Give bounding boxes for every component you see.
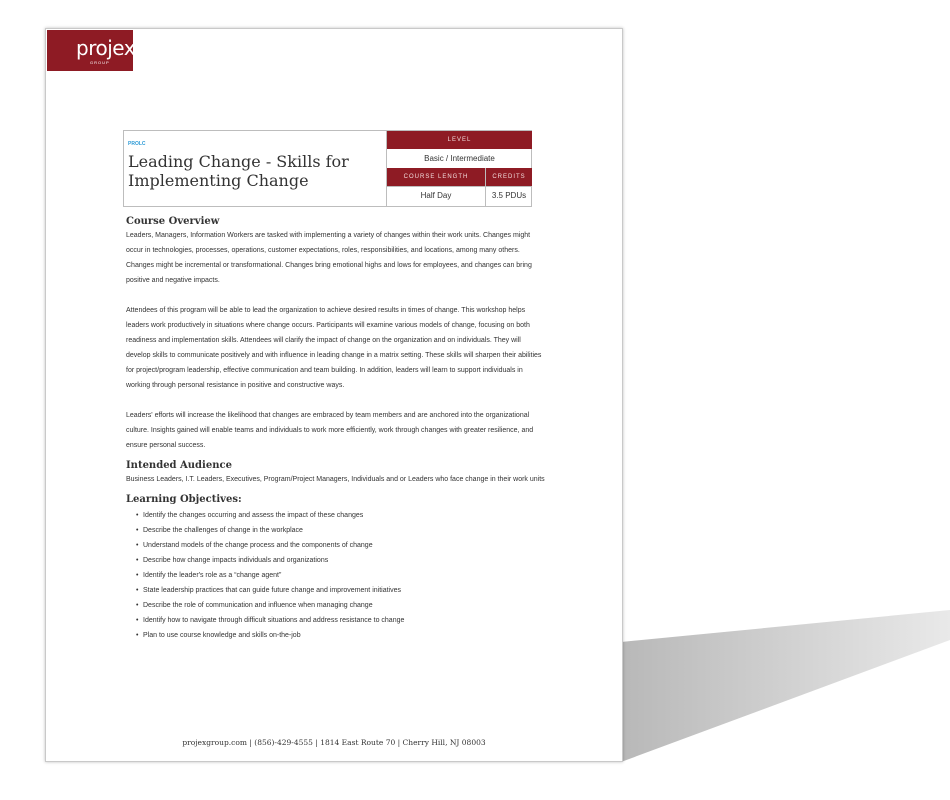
overview-heading: Course Overview xyxy=(126,216,220,227)
row-divider xyxy=(387,186,532,187)
objective-item: • Identify how to navigate through difficult situations and address resistance to change xyxy=(136,613,546,628)
course-content xyxy=(126,215,546,643)
level-label: LEVEL xyxy=(387,131,532,149)
course-header-box xyxy=(123,130,532,207)
level-value: Basic / Intermediate xyxy=(424,154,495,163)
course-info-table xyxy=(386,131,532,206)
overview-paragraph: Leaders, Managers, Information Workers are tasked with implementing a variety of changes within their work units. Changes might occur in technologies, processes, operations, customer expectations, roles, responsibilities, and locations, among many others. Changes might be incremental or transformational. Changes bring emotional highs and lows for employees, and changes can bring positive and negative impacts. xyxy=(126,232,532,284)
logo-subtext: GROUP xyxy=(90,60,110,65)
logo-text: projex xyxy=(76,36,136,60)
objective-item: • Describe the challenges of change in the workplace xyxy=(136,523,546,538)
objective-item: • Plan to use course knowledge and skills on-the-job xyxy=(136,628,546,643)
objective-item: • State leadership practices that can guide future change and improvement initiatives xyxy=(136,583,546,598)
objectives-heading: Learning Objectives: xyxy=(126,494,242,505)
objective-item: • Understand models of the change process and the components of change xyxy=(136,538,546,553)
credits-value: 3.5 PDUs xyxy=(491,191,527,200)
document-page xyxy=(45,28,623,762)
cell-divider xyxy=(485,168,486,206)
audience-heading: Intended Audience xyxy=(126,460,232,471)
course-length-value: Half Day xyxy=(420,191,452,200)
audience-text: Business Leaders, I.T. Leaders, Executives, Program/Project Managers, Individuals and or Leaders who face change in their work units xyxy=(126,476,545,483)
course-code: PROLC xyxy=(128,141,146,147)
course-length-label: COURSE LENGTH xyxy=(387,168,485,186)
projex-logo xyxy=(47,30,136,71)
objective-item: • Describe the role of communication and influence when managing change xyxy=(136,598,546,613)
course-title: Leading Change - Skills for Implementing Change xyxy=(128,152,349,190)
credits-label: CREDITS xyxy=(486,168,532,186)
objective-item: • Identify the changes occurring and assess the impact of these changes xyxy=(136,508,546,523)
objective-item: • Describe how change impacts individuals and organizations xyxy=(136,553,546,568)
objective-item: • Identify the leader's role as a “change agent” xyxy=(136,568,546,583)
footer-contact: projexgroup.com | (856)-429-4555 | 1814 East Route 70 | Cherry Hill, NJ 08003 xyxy=(182,738,486,747)
overview-paragraph: Leaders' efforts will increase the likelihood that changes are embraced by team members and are anchored into the organizational culture. Insights gained will enable teams and individuals to work more efficiently, work through changes with greater resilience, and ensure personal success. xyxy=(126,412,534,449)
overview-paragraph: Attendees of this program will be able to lead the organization to achieve desired results in times of change. This workshop helps leaders work productively in situations where change occurs. Participants will examine various models of change, focusing on both readiness and implementation skills. Attendees will clarify the impact of change on the organization and on individuals. They will develop skills to communicate positively and with influence in leading change in a matrix setting. These skills will sharpen their abilities for project/program leadership, effective communication and team building. In addition, leaders will learn to support individuals in working through personal resistance in positive and constructive ways. xyxy=(126,307,542,389)
objectives-list xyxy=(126,508,546,643)
